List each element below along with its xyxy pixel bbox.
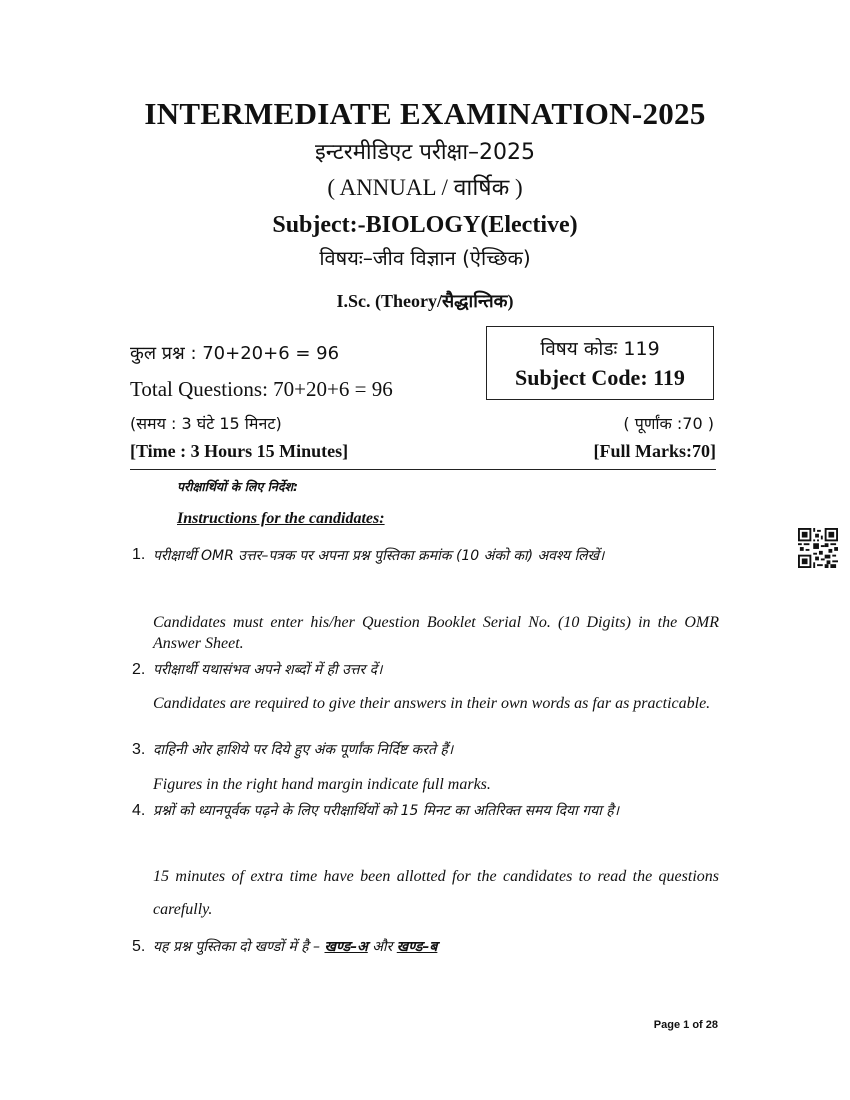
item-number: 5. [132, 938, 146, 955]
section-b-label: खण्ड–ब [396, 939, 438, 955]
instruction-hindi: प्रश्नों को ध्यानपूर्वक पढ़ने के लिए परीक्षार्थियों को 15 मिनट का अतिरिक्त समय दिया गया है। [153, 803, 620, 819]
item-number: 1. [132, 546, 146, 563]
instruction-english: Figures in the right hand margin indicate full marks. [153, 776, 491, 793]
instruction-english: Candidates are required to give their answers in their own words as far as practicable. [153, 695, 711, 712]
course-label: I.Sc. (Theory/सैद्धान्तिक) [336, 291, 514, 311]
annual-label: ( ANNUAL / वार्षिक ) [327, 175, 523, 200]
time-label: [Time : 3 Hours 15 Minutes] [130, 441, 349, 461]
instruction-hindi-prefix: यह प्रश्न पुस्तिका दो खण्डों में है – [153, 939, 321, 955]
total-questions: Total Questions: 70+20+6 = 96 [130, 377, 393, 401]
instruction-hindi [153, 932, 719, 962]
exam-title-hindi: इन्टरमीडिएट परीक्षा–2025 [314, 140, 536, 165]
total-questions-hindi: कुल प्रश्न : 70+20+6 = 96 [130, 343, 340, 364]
item-number: 3. [132, 741, 146, 758]
and-label: और [372, 939, 393, 955]
instruction-english: 15 minutes of extra time have been allotted for the candidates to read the questions carefully. [153, 868, 719, 918]
instruction-hindi: दाहिनी ओर हाशिये पर दिये हुए अंक पूर्णांक निर्दिष्ट करते हैं। [153, 742, 454, 758]
subject-title-hindi: विषयः–जीव विज्ञान (ऐच्छिक) [319, 246, 531, 270]
item-number: 2. [132, 661, 146, 678]
header-divider [130, 469, 716, 470]
section-a-label: खण्ड–अ [324, 939, 368, 955]
instructions-heading: Instructions for the candidates: [177, 510, 385, 527]
subject-code-box [486, 326, 714, 400]
subject-code-hindi: विषय कोडः 119 [540, 338, 660, 360]
full-marks-hindi: ( पूर्णांक :70 ) [623, 414, 714, 433]
subject-code: Subject Code: 119 [515, 365, 685, 390]
instruction-hindi: परीक्षार्थी यथासंभव अपने शब्दों में ही उत्तर दें। [153, 662, 383, 678]
instruction-hindi: परीक्षार्थी OMR उत्तर–पत्रक पर अपना प्रश्न पुस्तिका क्रमांक (10 अंको का) अवश्य लिखें। [153, 548, 605, 564]
time-hindi: (समय : 3 घंटे 15 मिनट) [130, 414, 282, 433]
instruction-english: Candidates must enter his/her Question Booklet Serial No. (10 Digits) in the OMR Answer Sheet. [153, 614, 719, 652]
item-number: 4. [132, 802, 146, 819]
qr-code-icon [798, 528, 838, 568]
full-marks: [Full Marks:70] [593, 441, 716, 461]
page-number: Page 1 of 28 [653, 1019, 718, 1031]
instructions-heading-hindi: परीक्षार्थियों के लिए निर्देश: [177, 479, 298, 494]
exam-title: INTERMEDIATE EXAMINATION-2025 [144, 96, 706, 131]
subject-title: Subject:-BIOLOGY(Elective) [272, 212, 578, 238]
